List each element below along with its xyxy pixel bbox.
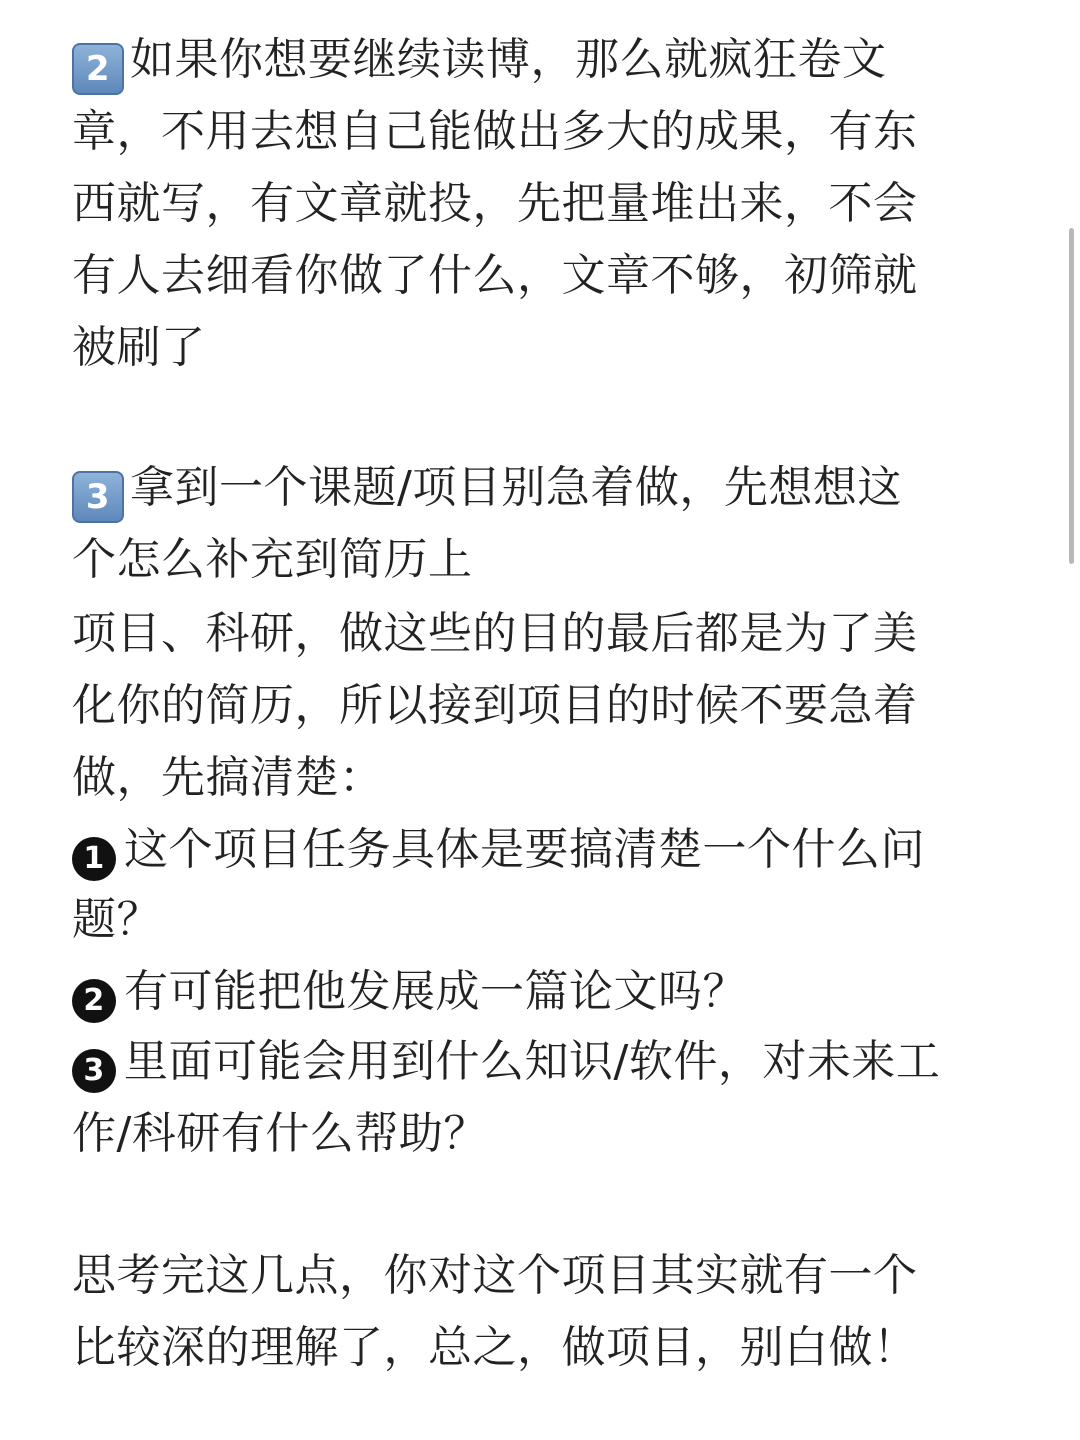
question-2-line-1 bbox=[72, 966, 747, 1023]
section-3-line-3: 项目、科研，做这些的目的最后都是为了美 bbox=[72, 608, 918, 659]
keycap-digit-icon: 2 bbox=[72, 43, 124, 95]
section-2-line-5: 被刷了 bbox=[72, 322, 206, 373]
question-3-text: 里面可能会用到什么知识/软件，对未来工 bbox=[124, 1036, 941, 1087]
question-1-line-1 bbox=[72, 824, 925, 881]
scrollbar[interactable] bbox=[1069, 228, 1074, 564]
section-3-text: 拿到一个课题/项目别急着做，先想想这 bbox=[130, 462, 902, 513]
question-3-line-1 bbox=[72, 1036, 941, 1093]
conclusion-line-1: 思考完这几点，你对这个项目其实就有一个 bbox=[72, 1250, 918, 1301]
black-circled-digit-icon: 1 bbox=[72, 837, 116, 881]
section-3-line-1 bbox=[72, 462, 902, 523]
section-2-line-4: 有人去细看你做了什么，文章不够，初筛就 bbox=[72, 250, 918, 301]
black-circled-digit-icon: 2 bbox=[72, 979, 116, 1023]
section-2-line-2: 章，不用去想自己能做出多大的成果，有东 bbox=[72, 106, 918, 157]
question-1-text: 这个项目任务具体是要搞清楚一个什么问 bbox=[124, 824, 925, 875]
question-1-line-2: 题？ bbox=[72, 894, 161, 945]
question-2-text: 有可能把他发展成一篇论文吗？ bbox=[124, 966, 747, 1017]
section-2-line-3: 西就写，有文章就投，先把量堆出来，不会 bbox=[72, 178, 918, 229]
conclusion-line-2: 比较深的理解了，总之，做项目，别白做！ bbox=[72, 1322, 918, 1373]
keycap-digit-icon: 3 bbox=[72, 471, 124, 523]
section-2-text: 如果你想要继续读博，那么就疯狂卷文 bbox=[130, 34, 887, 85]
black-circled-digit-icon: 3 bbox=[72, 1049, 116, 1093]
question-3-line-2: 作/科研有什么帮助？ bbox=[72, 1108, 488, 1159]
section-3-line-5: 做，先搞清楚： bbox=[72, 752, 384, 803]
section-3-line-4: 化你的简历，所以接到项目的时候不要急着 bbox=[72, 680, 918, 731]
section-3-line-2: 个怎么补充到简历上 bbox=[72, 534, 473, 585]
section-2-line-1 bbox=[72, 34, 887, 95]
